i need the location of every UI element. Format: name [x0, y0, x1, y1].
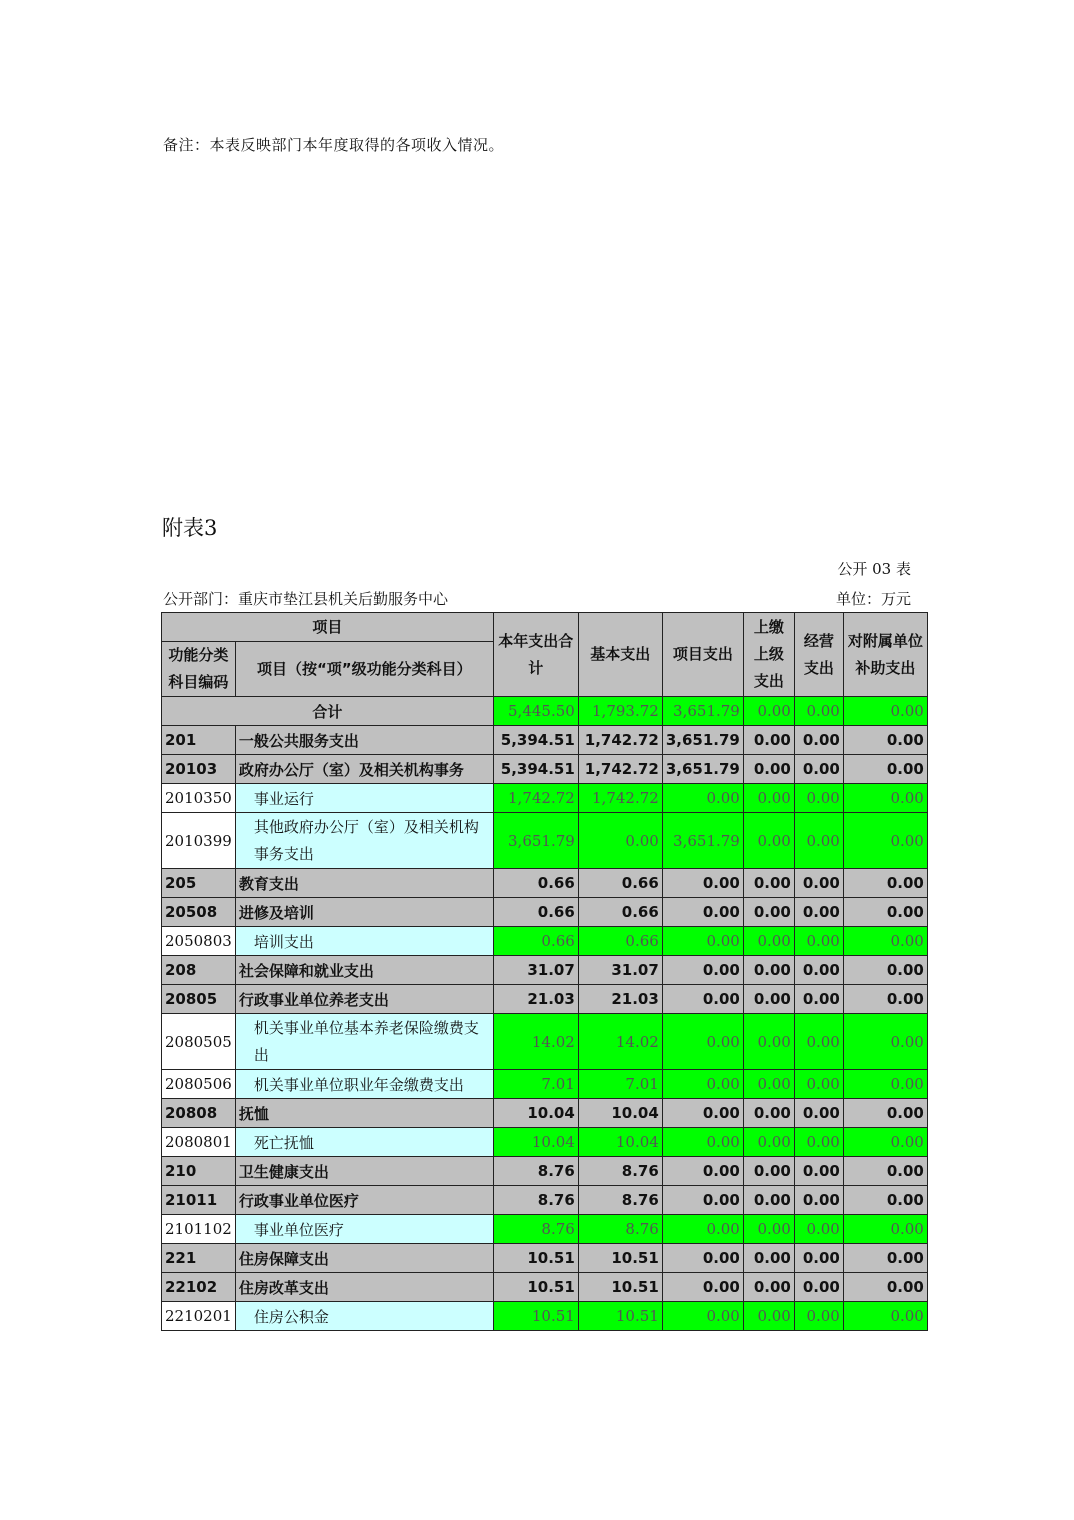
row-value: 10.04: [578, 1128, 662, 1157]
row-value: 0.00: [743, 898, 794, 927]
row-value: 0.00: [794, 1014, 843, 1070]
row-value: 0.00: [794, 1186, 843, 1215]
row-value: 31.07: [578, 956, 662, 985]
row-name: 行政事业单位养老支出: [235, 985, 493, 1014]
row-name: 教育支出: [235, 869, 493, 898]
row-value: 8.76: [493, 1157, 578, 1186]
row-value: 0.00: [662, 1070, 743, 1099]
header-upper-level: 上缴上级支出: [743, 613, 794, 697]
row-value: 10.04: [578, 1099, 662, 1128]
row-value: 0.00: [662, 1273, 743, 1302]
table-row: [162, 1186, 928, 1215]
row-value: 0.00: [662, 1157, 743, 1186]
row-value: 0.00: [794, 784, 843, 813]
row-value: 5,394.51: [493, 755, 578, 784]
row-value: 0.00: [843, 726, 927, 755]
row-name: 住房公积金: [235, 1302, 493, 1331]
row-code: 210: [162, 1157, 236, 1186]
row-value: 0.00: [843, 1186, 927, 1215]
row-value: 0.66: [493, 898, 578, 927]
table-row: [162, 726, 928, 755]
row-name: 行政事业单位医疗: [235, 1186, 493, 1215]
row-name: 政府办公厅（室）及相关机构事务: [235, 755, 493, 784]
row-name: 住房保障支出: [235, 1244, 493, 1273]
row-value: 0.00: [843, 1099, 927, 1128]
row-value: 0.00: [743, 1215, 794, 1244]
row-value: 0.00: [794, 869, 843, 898]
table-row: [162, 985, 928, 1014]
unit-label: 单位：万元: [835, 590, 911, 608]
row-value: 0.00: [794, 813, 843, 869]
row-value: 0.00: [743, 1157, 794, 1186]
row-value: 0.00: [794, 927, 843, 956]
table-row: [162, 1070, 928, 1099]
row-value: 0.00: [794, 726, 843, 755]
table-row: [162, 755, 928, 784]
header-project-expenditure: 项目支出: [662, 613, 743, 697]
row-value: 0.66: [493, 927, 578, 956]
table-body: [162, 697, 928, 1331]
row-value: 7.01: [578, 1070, 662, 1099]
row-value: 0.00: [843, 898, 927, 927]
row-name: 事业运行: [235, 784, 493, 813]
row-value: 0.00: [794, 1244, 843, 1273]
row-value: 7.01: [493, 1070, 578, 1099]
row-code: 2210201: [162, 1302, 236, 1331]
row-value: 0.00: [743, 1273, 794, 1302]
total-cell: 0.00: [794, 697, 843, 726]
header-subsidiary: 对附属单位补助支出: [843, 613, 927, 697]
row-value: 0.00: [743, 755, 794, 784]
total-label: 合计: [162, 697, 494, 726]
row-code: 22102: [162, 1273, 236, 1302]
row-value: 0.00: [743, 1070, 794, 1099]
row-name: 机关事业单位基本养老保险缴费支出: [235, 1014, 493, 1070]
row-value: 0.00: [743, 784, 794, 813]
table-code: 公开 03 表: [837, 560, 911, 578]
row-value: 8.76: [578, 1215, 662, 1244]
row-value: 0.00: [794, 956, 843, 985]
row-value: 0.00: [662, 1302, 743, 1331]
row-code: 2080801: [162, 1128, 236, 1157]
row-value: 1,742.72: [578, 784, 662, 813]
row-value: 0.00: [743, 1244, 794, 1273]
row-code: 2080506: [162, 1070, 236, 1099]
row-code: 21011: [162, 1186, 236, 1215]
total-cell: 3,651.79: [662, 697, 743, 726]
row-value: 0.00: [743, 1099, 794, 1128]
table-row: [162, 927, 928, 956]
row-value: 5,394.51: [493, 726, 578, 755]
table-row: [162, 1099, 928, 1128]
row-code: 20103: [162, 755, 236, 784]
row-value: 0.00: [743, 985, 794, 1014]
row-code: 2010350: [162, 784, 236, 813]
row-name: 其他政府办公厅（室）及相关机构事务支出: [235, 813, 493, 869]
row-value: 3,651.79: [662, 726, 743, 755]
row-value: 0.00: [794, 985, 843, 1014]
row-value: 31.07: [493, 956, 578, 985]
row-value: 0.00: [662, 927, 743, 956]
row-value: 0.00: [794, 1215, 843, 1244]
row-code: 2101102: [162, 1215, 236, 1244]
table-row: [162, 1244, 928, 1273]
appendix-title: 附表3: [162, 516, 218, 540]
row-value: 0.00: [843, 1273, 927, 1302]
row-value: 0.00: [662, 1215, 743, 1244]
row-value: 0.00: [743, 1128, 794, 1157]
row-value: 10.51: [493, 1273, 578, 1302]
row-value: 0.00: [743, 813, 794, 869]
row-value: 0.00: [794, 1099, 843, 1128]
row-value: 0.00: [743, 1186, 794, 1215]
total-cell: 5,445.50: [493, 697, 578, 726]
row-value: 0.00: [843, 1302, 927, 1331]
header-code: 功能分类科目编码: [162, 642, 236, 697]
row-value: 0.66: [493, 869, 578, 898]
row-value: 14.02: [493, 1014, 578, 1070]
row-name: 社会保障和就业支出: [235, 956, 493, 985]
row-value: 21.03: [493, 985, 578, 1014]
table-row: [162, 1128, 928, 1157]
row-value: 8.76: [493, 1186, 578, 1215]
row-value: 14.02: [578, 1014, 662, 1070]
row-value: 1,742.72: [578, 755, 662, 784]
row-value: 0.00: [662, 898, 743, 927]
row-value: 10.51: [493, 1244, 578, 1273]
row-code: 205: [162, 869, 236, 898]
row-value: 10.04: [493, 1128, 578, 1157]
row-code: 221: [162, 1244, 236, 1273]
row-value: 8.76: [578, 1186, 662, 1215]
row-value: 0.66: [578, 927, 662, 956]
table-row: [162, 784, 928, 813]
table-row: [162, 1302, 928, 1331]
row-value: 10.04: [493, 1099, 578, 1128]
total-cell: 0.00: [843, 697, 927, 726]
row-value: 0.00: [662, 1186, 743, 1215]
row-value: 0.00: [843, 1244, 927, 1273]
table-row: [162, 956, 928, 985]
row-value: 0.00: [843, 1070, 927, 1099]
row-name: 住房改革支出: [235, 1273, 493, 1302]
row-value: 3,651.79: [662, 813, 743, 869]
row-value: 0.00: [662, 956, 743, 985]
row-code: 208: [162, 956, 236, 985]
row-value: 0.00: [843, 1215, 927, 1244]
row-value: 0.00: [662, 1244, 743, 1273]
row-value: 21.03: [578, 985, 662, 1014]
row-value: 0.00: [843, 927, 927, 956]
row-value: 0.00: [843, 813, 927, 869]
row-value: 0.00: [743, 956, 794, 985]
row-name: 卫生健康支出: [235, 1157, 493, 1186]
row-value: 0.00: [843, 1157, 927, 1186]
row-value: 0.00: [794, 898, 843, 927]
total-cell: 1,793.72: [578, 697, 662, 726]
row-value: 0.00: [843, 755, 927, 784]
table-row: [162, 1273, 928, 1302]
row-value: 0.00: [794, 1302, 843, 1331]
row-value: 0.00: [843, 985, 927, 1014]
row-value: 0.00: [662, 1128, 743, 1157]
row-value: 0.00: [578, 813, 662, 869]
row-value: 0.00: [794, 1157, 843, 1186]
row-name: 培训支出: [235, 927, 493, 956]
row-value: 0.00: [662, 869, 743, 898]
row-name: 事业单位医疗: [235, 1215, 493, 1244]
department-line: [163, 588, 911, 609]
row-value: 0.00: [843, 869, 927, 898]
header-total: 本年支出合计: [493, 613, 578, 697]
row-code: 2080505: [162, 1014, 236, 1070]
header-name: 项目（按“项”级功能分类科目）: [235, 642, 493, 697]
row-value: 3,651.79: [662, 755, 743, 784]
department-label: 公开部门：重庆市垫江县机关后勤服务中心: [163, 590, 449, 608]
row-name: 死亡抚恤: [235, 1128, 493, 1157]
row-name: 机关事业单位职业年金缴费支出: [235, 1070, 493, 1099]
table-row: [162, 1215, 928, 1244]
row-value: 10.51: [578, 1302, 662, 1331]
table-row: [162, 869, 928, 898]
row-value: 8.76: [493, 1215, 578, 1244]
row-name: 进修及培训: [235, 898, 493, 927]
row-code: 20508: [162, 898, 236, 927]
row-value: 0.00: [743, 1014, 794, 1070]
row-code: 2010399: [162, 813, 236, 869]
row-value: 10.51: [493, 1302, 578, 1331]
row-value: 0.00: [662, 1099, 743, 1128]
row-value: 0.00: [743, 1302, 794, 1331]
row-value: 0.00: [843, 1128, 927, 1157]
table-row: [162, 898, 928, 927]
row-value: 1,742.72: [493, 784, 578, 813]
table-row: [162, 1014, 928, 1070]
header-project: 项目: [162, 613, 494, 642]
row-value: 0.00: [794, 1128, 843, 1157]
row-value: 0.00: [662, 1014, 743, 1070]
header-operating: 经营支出: [794, 613, 843, 697]
expenditure-table: [161, 612, 928, 1331]
row-value: 0.00: [743, 927, 794, 956]
total-cell: 0.00: [743, 697, 794, 726]
row-value: 8.76: [578, 1157, 662, 1186]
row-value: 0.00: [843, 1014, 927, 1070]
row-value: 0.00: [843, 784, 927, 813]
row-value: 0.00: [743, 869, 794, 898]
row-value: 0.00: [794, 755, 843, 784]
row-code: 201: [162, 726, 236, 755]
row-code: 20805: [162, 985, 236, 1014]
row-value: 0.00: [794, 1070, 843, 1099]
row-value: 10.51: [578, 1244, 662, 1273]
row-value: 10.51: [578, 1273, 662, 1302]
row-name: 抚恤: [235, 1099, 493, 1128]
row-value: 0.00: [843, 956, 927, 985]
row-code: 2050803: [162, 927, 236, 956]
total-row: [162, 697, 928, 726]
row-name: 一般公共服务支出: [235, 726, 493, 755]
row-value: 0.00: [743, 726, 794, 755]
header-basic: 基本支出: [578, 613, 662, 697]
row-value: 0.00: [794, 1273, 843, 1302]
row-value: 0.66: [578, 898, 662, 927]
row-value: 0.00: [662, 784, 743, 813]
row-value: 0.00: [662, 985, 743, 1014]
row-code: 20808: [162, 1099, 236, 1128]
row-value: 0.66: [578, 869, 662, 898]
row-value: 1,742.72: [578, 726, 662, 755]
table-row: [162, 1157, 928, 1186]
row-value: 3,651.79: [493, 813, 578, 869]
table-row: [162, 813, 928, 869]
note-text: 备注：本表反映部门本年度取得的各项收入情况。: [163, 136, 505, 154]
